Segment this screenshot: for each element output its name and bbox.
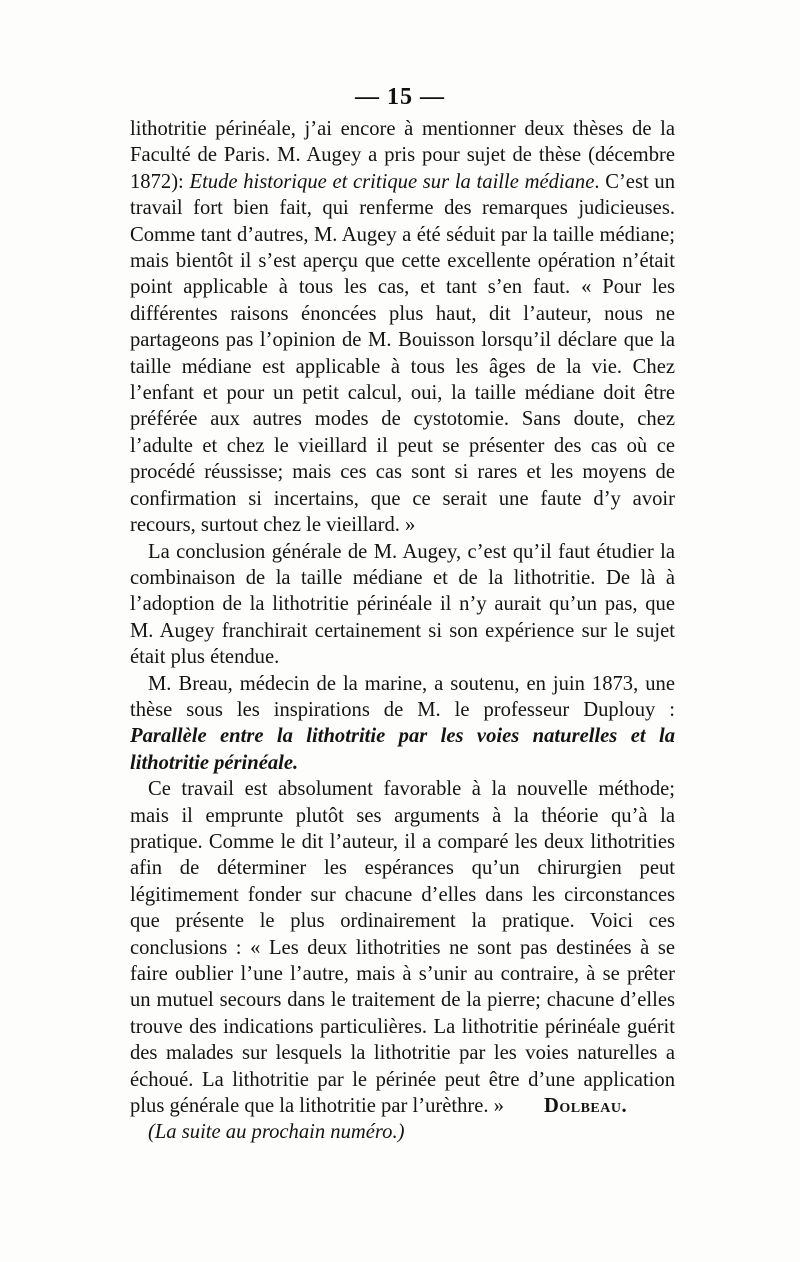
thesis-title-augey: Etude historique et critique sur la taille médiane: [189, 170, 595, 193]
paragraph-augey-thesis-part-a: lithotritie périnéale, j’ai encore à mentionner deux thèses de la Faculté de Paris. M. Augey a pris pour sujet de thèse (décembre 1872):: [130, 118, 675, 193]
page-number: — 15 —: [355, 84, 445, 110]
author-signature: Dolbeau.: [543, 1095, 628, 1118]
paragraph-breau-review-text: Ce travail est absolument favorable à la nouvelle méthode; mais il emprunte plutôt ses arguments à la théorie qu’à la pratique. Comme le dit l’auteur, il a comparé les deux lithotrities afin de déterminer les espérances qu’un chirurgien peut légitimement fonder sur chacune d’elles dans les circonstances que présente le plus ordinairement la pratique. Voici ces conclusions : « Les deux lithotrities ne sont pas destinées à se faire oublier l’une l’autre, mais à s’unir au contraire, à se prêter un mutuel secours dans le traitement de la pierre; chacune d’elles trouve des indications particulières. La lithotritie périnéale guérit des malades sur lesquels la lithotritie par les voies naturelles a échoué. La lithotritie par le périnée peut être d’une application plus générale que la lithotritie par l’urèthre. »: [130, 778, 675, 1118]
paragraph-augey-thesis: [130, 116, 675, 539]
paragraph-breau-thesis-part-a: M. Breau, médecin de la marine, a soutenu, en juin 1873, une thèse sous les inspirations de M. le professeur Duplouy :: [130, 672, 675, 721]
paragraph-augey-conclusion: La conclusion générale de M. Augey, c’est qu’il faut étudier la combinaison de la taille médiane et de la lithotritie. De là à l’adoption de la lithotritie périnéale il n’y aurait qu’un pas, que M. Augey franchirait certainement si son expérience sur le sujet était plus étendue.: [130, 540, 675, 669]
paragraph-augey-thesis-part-c: . C’est un travail fort bien fait, qui renferme des remarques judicieuses. Comme tant d’autres, M. Augey a été séduit par la taille médiane; mais bientôt il s’est aperçu que cette excellente opération n’était point applicable à tous les cas, et tant s’en faut. « Pour les différentes raisons énoncées plus haut, dit l’auteur, nous ne partageons pas l’opinion de M. Bouisson lorsqu’il déclare que la taille médiane est applicable à tous les âges de la vie. Chez l’enfant et pour un petit calcul, oui, la taille médiane doit être préférée aux autres modes de cystotomie. Sans doute, chez l’adulte et chez le vieillard il peut se présenter des cas où ce procédé réussisse; mais ces cas sont si rares et les moyens de confirmation si incertains, que ce serait une faute d’y avoir recours, surtout chez le vieillard. »: [130, 170, 675, 537]
paragraph-breau-thesis: [130, 671, 675, 777]
article-body: [130, 116, 675, 1146]
thesis-title-breau: Parallèle entre la lithotritie par les voies naturelles et la lithotritie périnéale.: [130, 725, 675, 774]
paragraph-breau-review: [130, 776, 675, 1119]
continuation-note: (La suite au prochain numéro.): [148, 1121, 405, 1144]
